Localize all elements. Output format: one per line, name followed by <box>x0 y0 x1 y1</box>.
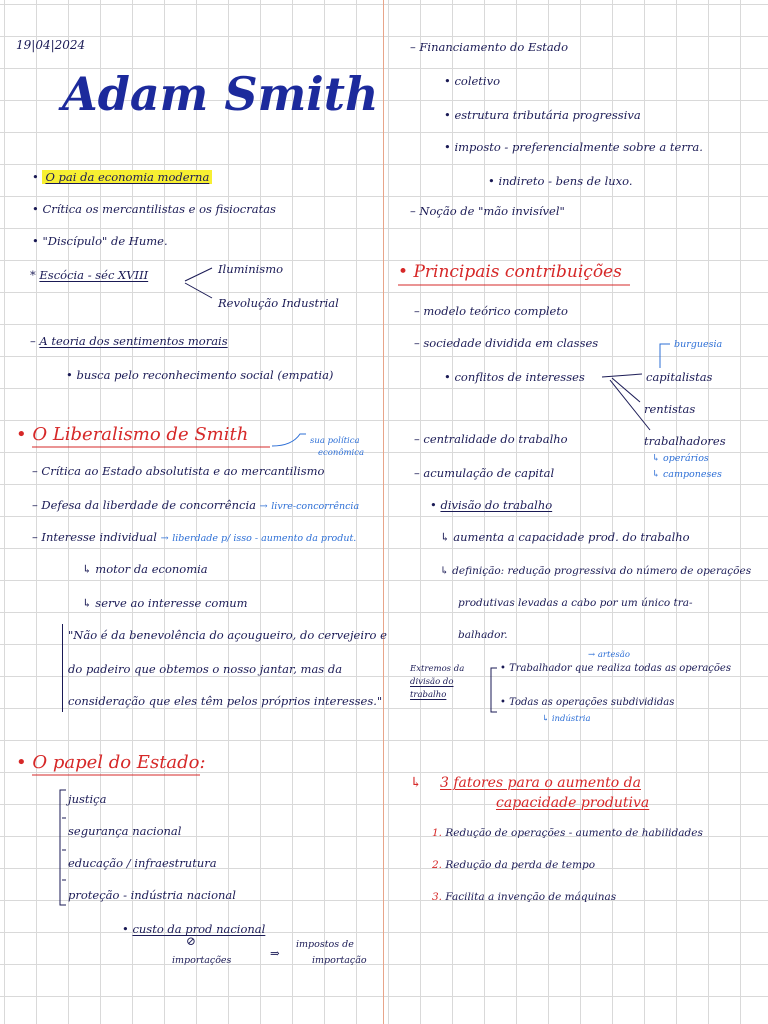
list-item: • Crítica os mercantilistas e os fisiocratas <box>32 202 276 216</box>
capitalistas-label: capitalistas <box>646 370 713 384</box>
date: 19|04|2024 <box>16 38 86 52</box>
note-economica: econômica <box>318 448 365 458</box>
list-item: justiça <box>68 792 107 806</box>
implies-arrow-icon: ⇒ <box>270 946 280 960</box>
list-item-escocia: * Escócia - séc XVIII <box>30 268 149 282</box>
importacoes-label: importações <box>172 955 232 966</box>
fator-item: 2. Redução da perda de tempo <box>432 859 596 871</box>
list-item: – Noção de "mão invisível" <box>410 204 565 218</box>
burguesia-label: burguesia <box>674 339 723 350</box>
list-item: segurança nacional <box>68 824 182 838</box>
fatores-heading-line2: capacidade produtiva <box>496 795 650 811</box>
fator-item: 3. Facilita a invenção de máquinas <box>432 891 617 903</box>
list-item: • O pai da economia moderna <box>32 170 212 184</box>
list-item: ↳ aumenta a capacidade prod. do trabalho <box>440 530 690 544</box>
note-politica: sua política <box>310 436 360 446</box>
list-item: ↳ definição: redução progressiva do número de operações <box>440 565 752 577</box>
list-item: ↳ motor da economia <box>82 562 208 576</box>
extremos-label: Extremos da <box>410 664 465 674</box>
list-item: • conflitos de interesses <box>444 370 585 384</box>
camponeses-label: ↳ camponeses <box>652 469 722 480</box>
definition-line: balhador. <box>458 629 508 641</box>
list-item: • "Discípulo" de Hume. <box>32 234 168 248</box>
fatores-arrow: ↳ <box>410 775 422 791</box>
list-item: • divisão do trabalho <box>430 498 553 512</box>
definition-line: produtivas levadas a cabo por um único tra- <box>458 597 693 609</box>
highlighted-text: O pai da economia moderna <box>42 170 212 184</box>
list-item: – Defesa da liberdade de concorrência → livre-concorrência <box>32 498 360 512</box>
extremos-label: divisão do <box>410 677 454 687</box>
list-item: • coletivo <box>444 74 501 88</box>
trabalhadores-label: trabalhadores <box>644 434 726 448</box>
list-item: ↳ serve ao interesse comum <box>82 596 248 610</box>
list-item: – Interesse individual → liberdade p/ isso - aumento da produt. <box>32 530 357 544</box>
quote-bar <box>62 624 63 712</box>
quote-line: do padeiro que obtemos o nosso jantar, mas da <box>68 662 343 676</box>
list-item: – Financiamento do Estado <box>410 40 569 54</box>
revolucao-label: Revolução Industrial <box>218 296 339 310</box>
importacao-label: importação <box>312 955 367 966</box>
list-item: • Todas as operações subdivididas <box>500 697 675 708</box>
greater-than-icon: ⊘ <box>186 934 197 948</box>
list-item: • estrutura tributária progressiva <box>444 108 641 122</box>
iluminismo-label: Iluminismo <box>218 262 284 276</box>
list-item: – centralidade do trabalho <box>414 432 568 446</box>
impostos-label: impostos de <box>296 939 354 950</box>
list-item: • indireto - bens de luxo. <box>488 174 633 188</box>
list-item: – A teoria dos sentimentos morais <box>30 334 228 348</box>
section-heading-liberalismo: • O Liberalismo de Smith <box>16 424 249 445</box>
list-item: • imposto - preferencialmente sobre a terra. <box>444 140 703 154</box>
list-item: – modelo teórico completo <box>414 304 568 318</box>
extremos-label: trabalho <box>410 690 447 700</box>
quote-line: consideração que eles têm pelos próprios interesses." <box>68 694 383 708</box>
rentistas-label: rentistas <box>644 402 696 416</box>
page-title: Adam Smith <box>62 67 379 121</box>
list-item: – sociedade dividida em classes <box>414 336 599 350</box>
list-item: • busca pelo reconhecimento social (empatia) <box>66 368 334 382</box>
list-item: – acumulação de capital <box>414 466 555 480</box>
notebook-center-line <box>383 0 384 1024</box>
fatores-heading: 3 fatores para o aumento da <box>440 775 641 791</box>
section-heading-contribuicoes: • Principais contribuições <box>398 262 622 282</box>
list-item: • Trabalhador que realiza todas as operações <box>500 663 731 674</box>
industria-label: ↳ indústria <box>542 714 591 724</box>
list-item: educação / infraestrutura <box>68 856 217 870</box>
quote-line: "Não é da benevolência do açougueiro, do cervejeiro e <box>68 628 387 642</box>
list-item: – Crítica ao Estado absolutista e ao mercantilismo <box>32 464 325 478</box>
list-item: proteção - indústria nacional <box>68 888 236 902</box>
artesao-label: → artesão <box>588 650 630 660</box>
operarios-label: ↳ operários <box>652 453 709 464</box>
section-heading-estado: • O papel do Estado: <box>16 752 206 773</box>
list-item: • custo da prod nacional <box>122 922 266 936</box>
fator-item: 1. Redução de operações - aumento de habilidades <box>432 827 703 839</box>
